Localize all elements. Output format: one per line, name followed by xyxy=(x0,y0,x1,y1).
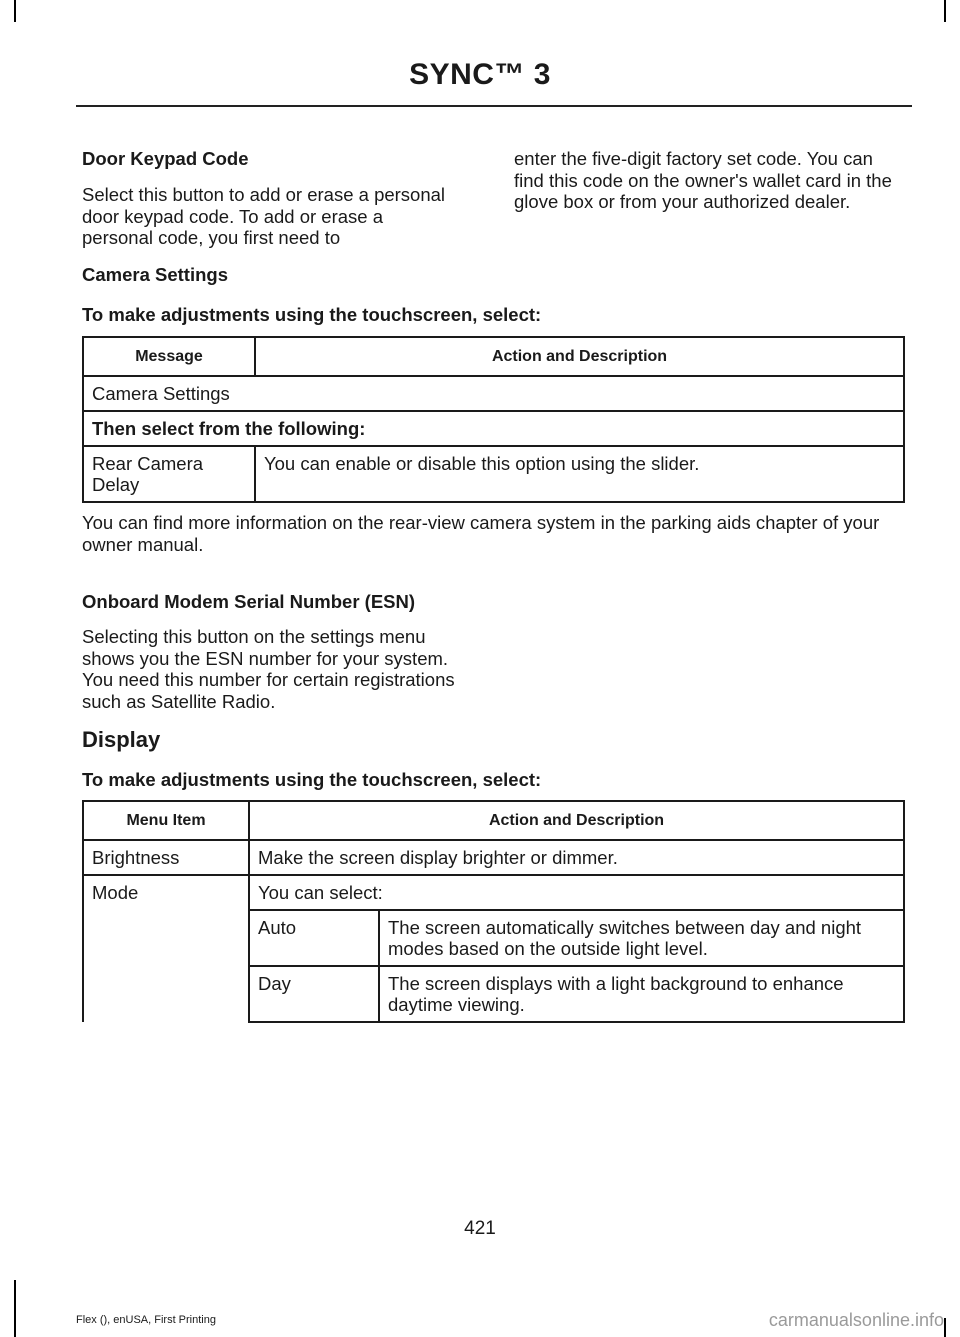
rear-camera-delay-label: Rear Camera Delay xyxy=(83,446,255,502)
crop-mark-top-left xyxy=(14,0,16,22)
mode-desc: You can select: xyxy=(249,875,904,910)
mode-label: Mode xyxy=(83,875,249,1022)
camera-settings-heading: Camera Settings xyxy=(82,264,228,285)
esn-body: Selecting this button on the settings menu shows you the ESN number for your system. You need this number for certain registrations such as Satellite Radio. xyxy=(82,626,455,712)
table-row xyxy=(83,376,904,411)
print-info: Flex (), enUSA, First Printing xyxy=(76,1314,216,1326)
esn-heading: Onboard Modem Serial Number (ESN) xyxy=(82,591,416,612)
watermark: carmanualsonline.info xyxy=(768,1310,944,1330)
day-label: Day xyxy=(249,966,379,1022)
brightness-desc: Make the screen display brighter or dimmer. xyxy=(249,840,904,875)
crop-mark-bottom-left xyxy=(14,1280,16,1337)
door-keypad-heading: Door Keypad Code xyxy=(82,148,249,169)
auto-desc: The screen automatically switches between day and night modes based on the outside light level. xyxy=(379,910,904,966)
table-header-row xyxy=(83,337,904,376)
door-keypad-text-col2: enter the five-digit factory set code. You can find this code on the owner's wallet card in the glove box or from your authorized dealer. xyxy=(514,148,892,212)
menu-path-cell: Camera Settings xyxy=(83,376,904,411)
display-intro: To make adjustments using the touchscreen, select: xyxy=(82,769,542,790)
display-table xyxy=(82,800,905,1023)
crop-mark-top-right xyxy=(944,0,946,22)
table-row xyxy=(83,411,904,446)
then-select-cell: Then select from the following: xyxy=(83,411,904,446)
page-title: SYNC™ 3 xyxy=(409,58,551,91)
camera-settings-intro: To make adjustments using the touchscreen, select: xyxy=(82,304,542,325)
rear-camera-delay-desc: You can enable or disable this option using the slider. xyxy=(255,446,904,502)
brightness-label: Brightness xyxy=(83,840,249,875)
camera-note: You can find more information on the rear-view camera system in the parking aids chapter of your owner manual. xyxy=(82,512,880,555)
camera-settings-table xyxy=(82,336,905,503)
column-header-action: Action and Description xyxy=(255,337,904,376)
page-number: 421 xyxy=(464,1218,496,1239)
day-desc: The screen displays with a light background to enhance daytime viewing. xyxy=(379,966,904,1022)
column-header-menu-item: Menu Item xyxy=(83,801,249,840)
crop-mark-bottom-right xyxy=(944,1318,946,1337)
table-row xyxy=(83,875,904,910)
column-header-action: Action and Description xyxy=(249,801,904,840)
column-header-message: Message xyxy=(83,337,255,376)
display-heading: Display xyxy=(82,727,161,752)
header-rule xyxy=(76,105,912,107)
table-row xyxy=(83,840,904,875)
table-header-row xyxy=(83,801,904,840)
door-keypad-text-col1: Select this button to add or erase a personal door keypad code. To add or erase a personal code, you first need to xyxy=(82,184,446,248)
auto-label: Auto xyxy=(249,910,379,966)
table-row xyxy=(83,446,904,502)
